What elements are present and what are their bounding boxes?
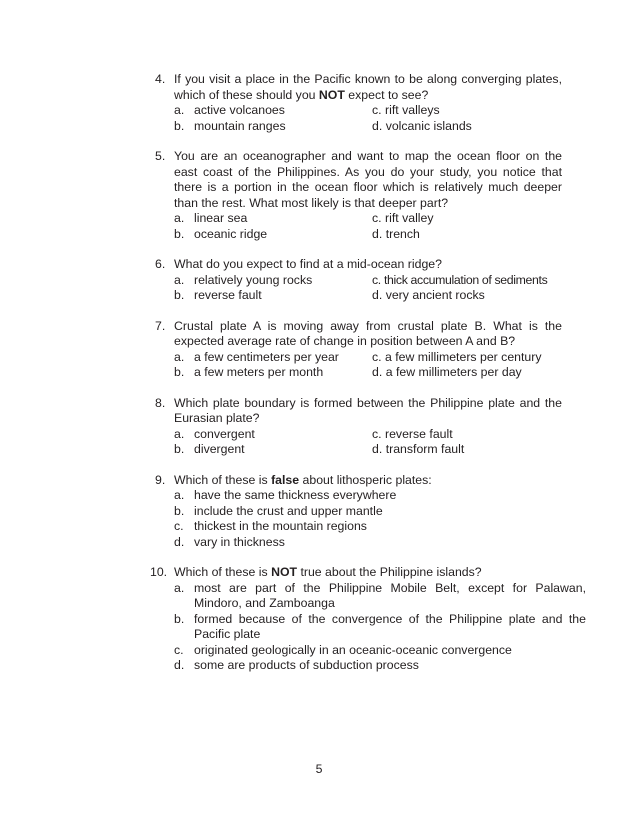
option-c[interactable]: c. rift valley xyxy=(372,211,434,225)
question-6 xyxy=(150,257,562,304)
question-stem: Which of these is false about lithosperic plates: xyxy=(174,472,432,487)
option-d[interactable]: d. a few millimeters per day xyxy=(372,365,522,379)
answer-options xyxy=(174,350,562,381)
emphasis: NOT xyxy=(271,565,298,579)
answer-options xyxy=(174,580,586,674)
question-stem: Crustal plate A is moving away from crustal plate B. What is the expected average rate of change in position between A and B? xyxy=(174,318,562,348)
option-c[interactable]: c. thickest in the mountain regions xyxy=(174,519,367,533)
question-stem: Which of these is NOT true about the Philippine islands? xyxy=(174,565,482,579)
option-a[interactable]: a. linear sea xyxy=(174,211,248,225)
question-stem: What do you expect to find at a mid-ocean ridge? xyxy=(174,257,442,271)
question-number: 8. xyxy=(155,395,166,410)
option-a[interactable]: a. have the same thickness everywhere xyxy=(174,488,397,502)
option-a[interactable]: a. a few centimeters per year xyxy=(174,349,339,364)
question-stem: Which plate boundary is formed between the Philippine plate and the Eurasian plate? xyxy=(174,395,562,425)
question-number: 5. xyxy=(155,149,166,163)
option-a[interactable]: a. most are part of the Philippine Mobile Belt, except for Palawan, Mindoro, and Zamboanga xyxy=(174,580,586,610)
question-number: 7. xyxy=(155,318,166,333)
option-b[interactable]: b. reverse fault xyxy=(174,288,262,302)
option-d[interactable]: d. transform fault xyxy=(372,442,465,456)
answer-options xyxy=(174,273,562,304)
answer-options xyxy=(174,103,562,134)
page-number: 5 xyxy=(315,762,323,776)
question-stem: You are an oceanographer and want to map the ocean floor on the east coast of the Philippines. As you do your study, you notice that there is a portion in the ocean floor which is relatively much deeper than the rest. What most likely is that deeper part? xyxy=(174,149,562,210)
question-5 xyxy=(150,149,562,242)
question-list xyxy=(150,72,586,689)
option-c[interactable]: c. rift valleys xyxy=(372,103,440,117)
option-c[interactable]: c. originated geologically in an oceanic-oceanic convergence xyxy=(174,642,512,657)
option-d[interactable]: d. volcanic islands xyxy=(372,118,472,133)
option-c[interactable]: c. thick accumulation of sediments xyxy=(372,272,548,287)
emphasis: false xyxy=(271,472,300,487)
emphasis: NOT xyxy=(318,87,345,102)
option-b[interactable]: b. oceanic ridge xyxy=(174,226,268,241)
question-stem: If you visit a place in the Pacific known to be along converging plates, which of these should you NOT expect to see? xyxy=(174,72,562,102)
option-d[interactable]: d. some are products of subduction process xyxy=(174,658,419,672)
option-c[interactable]: c. a few millimeters per century xyxy=(372,349,542,364)
question-number: 9. xyxy=(155,472,166,487)
question-number: 4. xyxy=(155,72,166,86)
option-b[interactable]: b. mountain ranges xyxy=(174,118,286,133)
option-b[interactable]: b. divergent xyxy=(174,442,245,456)
option-b[interactable]: b. formed because of the convergence of the Philippine plate and the Pacific plate xyxy=(174,611,586,641)
question-4 xyxy=(150,72,562,134)
option-d[interactable]: d. very ancient rocks xyxy=(372,288,485,302)
option-a[interactable]: a. convergent xyxy=(174,426,255,441)
question-7 xyxy=(150,319,562,381)
option-b[interactable]: b. a few meters per month xyxy=(174,365,324,379)
question-number: 10. xyxy=(150,565,168,579)
question-10 xyxy=(150,565,586,674)
answer-options xyxy=(174,211,562,242)
question-number: 6. xyxy=(155,257,166,271)
answer-options xyxy=(174,488,562,550)
option-c[interactable]: c. reverse fault xyxy=(372,426,453,441)
option-d[interactable]: d. vary in thickness xyxy=(174,534,285,549)
question-8 xyxy=(150,396,562,458)
option-a[interactable]: a. active volcanoes xyxy=(174,103,285,117)
answer-options xyxy=(174,427,562,458)
option-b[interactable]: b. include the crust and upper mantle xyxy=(174,503,383,518)
question-9 xyxy=(150,473,562,551)
option-a[interactable]: a. relatively young rocks xyxy=(174,272,313,287)
option-d[interactable]: d. trench xyxy=(372,226,420,241)
